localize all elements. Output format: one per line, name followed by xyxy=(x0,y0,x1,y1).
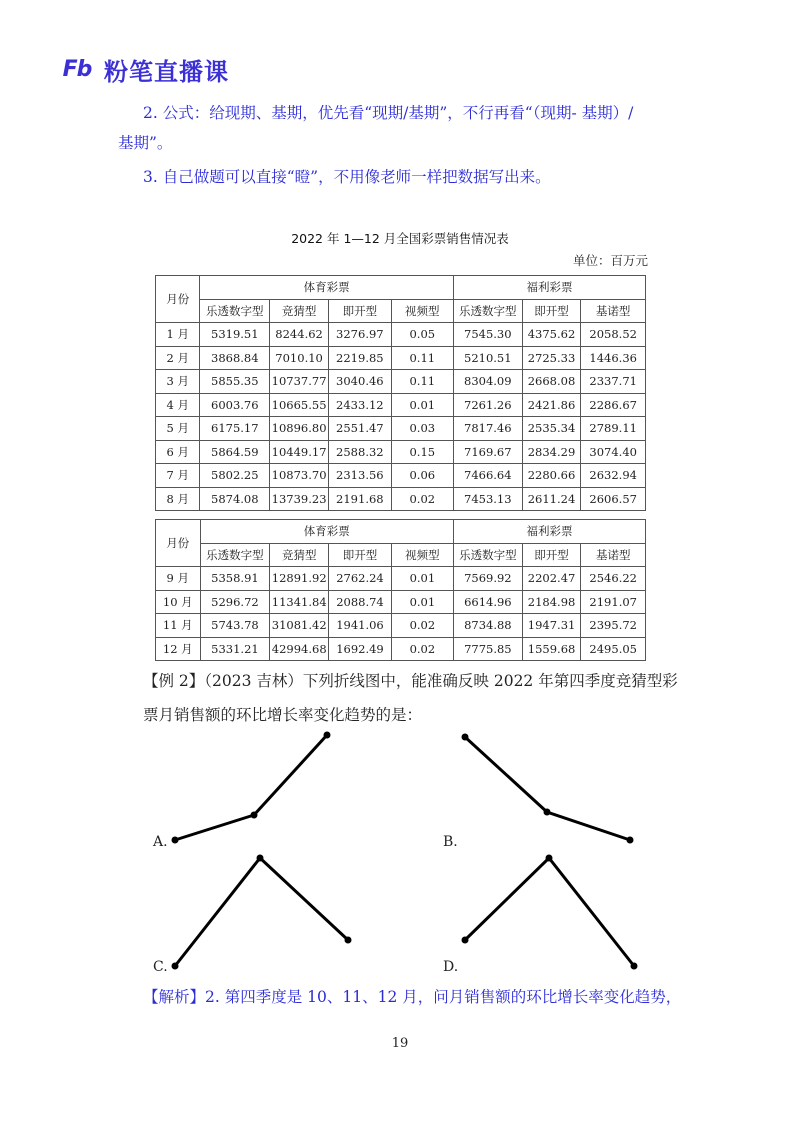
value-cell: 0.01 xyxy=(391,567,453,591)
option-d-chart xyxy=(450,848,650,973)
value-cell: 2551.47 xyxy=(329,417,392,441)
value-cell: 3276.97 xyxy=(329,323,392,347)
analysis-prefix: 【解析】 xyxy=(143,988,206,1006)
note-2-line1: 2. 公式：给现期、基期，优先看“现期/基期”，不行再看“（现期- 基期）/ xyxy=(143,104,634,122)
value-cell: 5296.72 xyxy=(200,590,270,614)
table-title: 2022 年 1—12 月全国彩票销售情况表 xyxy=(291,231,509,246)
value-cell: 7453.13 xyxy=(453,487,522,511)
value-cell: 2202.47 xyxy=(522,567,581,591)
value-cell: 5331.21 xyxy=(200,637,270,661)
value-cell: 5855.35 xyxy=(200,370,270,394)
month-cell: 10 月 xyxy=(156,590,201,614)
value-cell: 2495.05 xyxy=(581,637,646,661)
column-header-row xyxy=(156,299,646,323)
value-cell: 0.11 xyxy=(391,370,453,394)
month-cell: 9 月 xyxy=(156,567,201,591)
lottery-table-part1 xyxy=(155,275,646,511)
column-header: 即开型 xyxy=(329,543,392,567)
value-cell: 3074.40 xyxy=(581,440,646,464)
value-cell: 5319.51 xyxy=(200,323,270,347)
value-cell: 10737.77 xyxy=(270,370,329,394)
value-cell: 10896.80 xyxy=(270,417,329,441)
table-row xyxy=(156,393,646,417)
brand-name: 粉笔直播课 xyxy=(104,58,229,86)
value-cell: 2632.94 xyxy=(581,464,646,488)
option-a-chart xyxy=(160,725,350,855)
group-welfare: 福利彩票 xyxy=(453,276,645,300)
value-cell: 6003.76 xyxy=(200,393,270,417)
value-cell: 0.01 xyxy=(391,393,453,417)
group-sports: 体育彩票 xyxy=(200,276,453,300)
value-cell: 7545.30 xyxy=(453,323,522,347)
value-cell: 42994.68 xyxy=(270,637,329,661)
table-row xyxy=(156,440,646,464)
lottery-table-part2 xyxy=(155,519,646,661)
value-cell: 12891.92 xyxy=(270,567,329,591)
group-sports: 体育彩票 xyxy=(200,520,453,544)
month-cell: 4 月 xyxy=(156,393,200,417)
value-cell: 1446.36 xyxy=(581,346,646,370)
value-cell: 2280.66 xyxy=(522,464,581,488)
value-cell: 7010.10 xyxy=(270,346,329,370)
value-cell: 0.03 xyxy=(391,417,453,441)
value-cell: 2286.67 xyxy=(581,393,646,417)
table-row xyxy=(156,637,646,661)
value-cell: 0.05 xyxy=(391,323,453,347)
month-cell: 2 月 xyxy=(156,346,200,370)
column-header: 乐透数字型 xyxy=(200,299,270,323)
value-cell: 7466.64 xyxy=(453,464,522,488)
value-cell: 2433.12 xyxy=(329,393,392,417)
value-cell: 7169.67 xyxy=(453,440,522,464)
month-cell: 7 月 xyxy=(156,464,200,488)
option-b-chart xyxy=(450,725,640,855)
value-cell: 4375.62 xyxy=(522,323,581,347)
column-header: 视频型 xyxy=(391,543,453,567)
option-c-label: C. xyxy=(153,959,168,975)
value-cell: 7817.46 xyxy=(453,417,522,441)
column-header: 竞猜型 xyxy=(270,299,329,323)
value-cell: 5864.59 xyxy=(200,440,270,464)
table-row xyxy=(156,567,646,591)
value-cell: 6175.17 xyxy=(200,417,270,441)
option-d-label: D. xyxy=(443,959,459,975)
note-3: 3. 自己做题可以直接“瞪”，不用像老师一样把数据写出来。 xyxy=(143,168,551,186)
value-cell: 2725.33 xyxy=(522,346,581,370)
value-cell: 0.11 xyxy=(391,346,453,370)
value-cell: 7261.26 xyxy=(453,393,522,417)
month-cell: 11 月 xyxy=(156,614,201,638)
column-header: 乐透数字型 xyxy=(454,543,523,567)
value-cell: 1559.68 xyxy=(522,637,581,661)
value-cell: 2762.24 xyxy=(329,567,392,591)
value-cell: 2588.32 xyxy=(329,440,392,464)
column-header: 基诺型 xyxy=(581,299,646,323)
value-cell: 10873.70 xyxy=(270,464,329,488)
value-cell: 10449.17 xyxy=(270,440,329,464)
column-header-row xyxy=(156,543,646,567)
value-cell: 3040.46 xyxy=(329,370,392,394)
column-header: 即开型 xyxy=(329,299,392,323)
table-unit: 单位：百万元 xyxy=(572,253,648,268)
column-header: 即开型 xyxy=(522,299,581,323)
value-cell: 2834.29 xyxy=(522,440,581,464)
option-a-label: A. xyxy=(153,834,168,850)
fb-logo-icon: Fb xyxy=(62,57,92,82)
value-cell: 11341.84 xyxy=(270,590,329,614)
analysis-line xyxy=(143,982,681,1012)
table-row xyxy=(156,614,646,638)
group-welfare: 福利彩票 xyxy=(454,520,646,544)
analysis-text: 2. 第四季度是 10、11、12 月，问月销售额的环比增长率变化趋势， xyxy=(205,988,682,1006)
column-header: 乐透数字型 xyxy=(200,543,270,567)
value-cell: 1692.49 xyxy=(329,637,392,661)
column-header: 视频型 xyxy=(391,299,453,323)
value-cell: 13739.23 xyxy=(270,487,329,511)
value-cell: 2337.71 xyxy=(581,370,646,394)
value-cell: 2313.56 xyxy=(329,464,392,488)
note-2-line2: 基期”。 xyxy=(118,134,173,152)
month-header: 月份 xyxy=(156,276,200,323)
value-cell: 2191.07 xyxy=(581,590,646,614)
value-cell: 2606.57 xyxy=(581,487,646,511)
value-cell: 2184.98 xyxy=(522,590,581,614)
value-cell: 2546.22 xyxy=(581,567,646,591)
brand-logo xyxy=(56,52,229,87)
table-row xyxy=(156,346,646,370)
value-cell: 2611.24 xyxy=(522,487,581,511)
value-cell: 10665.55 xyxy=(270,393,329,417)
column-header: 即开型 xyxy=(522,543,581,567)
value-cell: 2421.86 xyxy=(522,393,581,417)
value-cell: 6614.96 xyxy=(454,590,523,614)
value-cell: 2219.85 xyxy=(329,346,392,370)
page-number: 19 xyxy=(391,1036,409,1051)
table-row xyxy=(156,464,646,488)
month-cell: 5 月 xyxy=(156,417,200,441)
column-header: 竞猜型 xyxy=(270,543,329,567)
value-cell: 8304.09 xyxy=(453,370,522,394)
value-cell: 2058.52 xyxy=(581,323,646,347)
value-cell: 1941.06 xyxy=(329,614,392,638)
table-row xyxy=(156,417,646,441)
value-cell: 0.06 xyxy=(391,464,453,488)
column-header: 乐透数字型 xyxy=(453,299,522,323)
value-cell: 8734.88 xyxy=(454,614,523,638)
table-row xyxy=(156,323,646,347)
value-cell: 5358.91 xyxy=(200,567,270,591)
table-row xyxy=(156,370,646,394)
value-cell: 2668.08 xyxy=(522,370,581,394)
value-cell: 2088.74 xyxy=(329,590,392,614)
value-cell: 5802.25 xyxy=(200,464,270,488)
month-cell: 6 月 xyxy=(156,440,200,464)
value-cell: 3868.84 xyxy=(200,346,270,370)
value-cell: 1947.31 xyxy=(522,614,581,638)
value-cell: 0.02 xyxy=(391,614,453,638)
value-cell: 0.02 xyxy=(391,487,453,511)
option-b-label: B. xyxy=(443,834,458,850)
value-cell: 2535.34 xyxy=(522,417,581,441)
option-c-chart xyxy=(160,848,360,973)
value-cell: 5874.08 xyxy=(200,487,270,511)
example-question: 【例 2】（2023 吉林）下列折线图中，能准确反映 2022 年第四季度竞猜型彩票月销售额的环比增长率变化趋势的是： xyxy=(143,672,678,724)
table-row xyxy=(156,590,646,614)
value-cell: 5743.78 xyxy=(200,614,270,638)
month-cell: 3 月 xyxy=(156,370,200,394)
value-cell: 2191.68 xyxy=(329,487,392,511)
value-cell: 0.02 xyxy=(391,637,453,661)
month-cell: 8 月 xyxy=(156,487,200,511)
value-cell: 7775.85 xyxy=(454,637,523,661)
value-cell: 2789.11 xyxy=(581,417,646,441)
value-cell: 0.01 xyxy=(391,590,453,614)
table-row xyxy=(156,487,646,511)
value-cell: 2395.72 xyxy=(581,614,646,638)
month-cell: 12 月 xyxy=(156,637,201,661)
value-cell: 8244.62 xyxy=(270,323,329,347)
month-header: 月份 xyxy=(156,520,201,567)
value-cell: 0.15 xyxy=(391,440,453,464)
value-cell: 31081.42 xyxy=(270,614,329,638)
value-cell: 7569.92 xyxy=(454,567,523,591)
month-cell: 1 月 xyxy=(156,323,200,347)
column-header: 基诺型 xyxy=(581,543,646,567)
value-cell: 5210.51 xyxy=(453,346,522,370)
